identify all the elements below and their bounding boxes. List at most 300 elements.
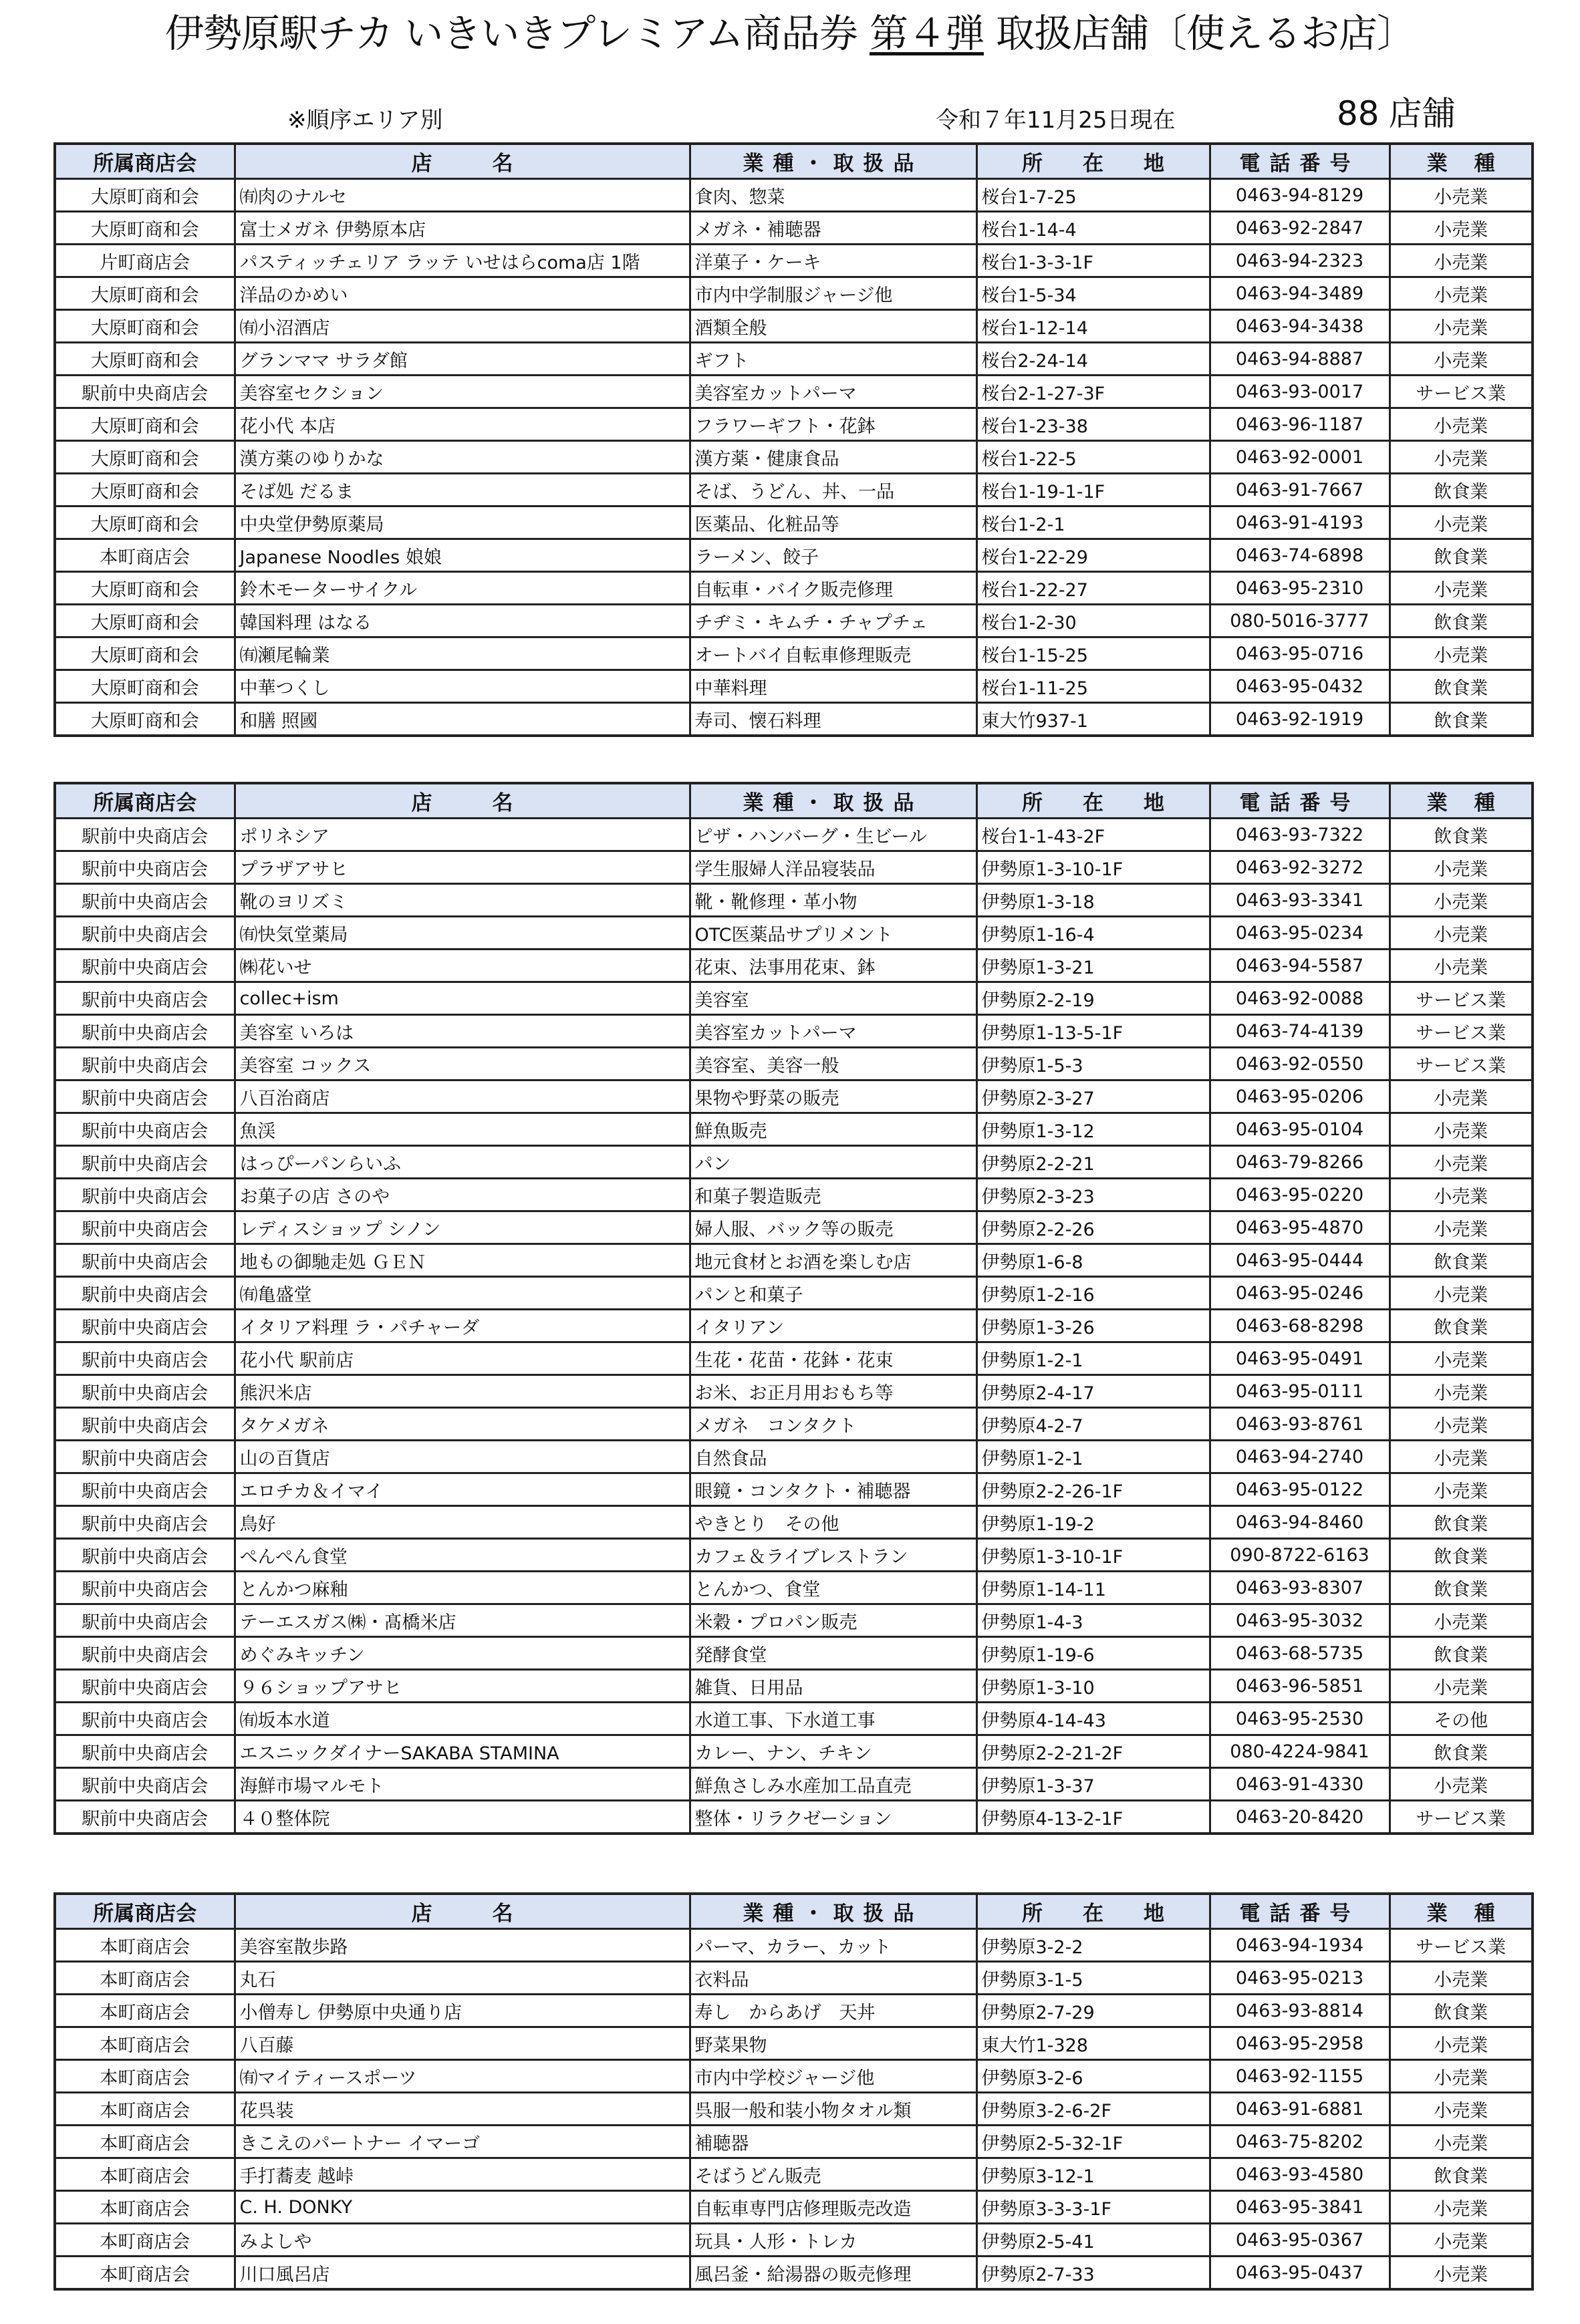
association-cell: 大原町商和会 <box>55 277 235 310</box>
industry-cell: 小売業 <box>1390 1408 1533 1441</box>
industry-cell: 小売業 <box>1390 2093 1533 2126</box>
association-cell: 駅前中央商店会 <box>55 1015 235 1048</box>
industry-cell: 飲食業 <box>1390 670 1533 703</box>
address-cell: 伊勢原1-4-3 <box>976 1604 1210 1637</box>
business-items-cell: 漢方薬・健康食品 <box>690 441 976 474</box>
phone-cell: 0463-92-2847 <box>1210 212 1390 245</box>
table-row <box>55 277 1533 310</box>
column-business-items-header: 業種・取扱品 <box>690 783 976 819</box>
shop-name-cell: とんかつ麻釉 <box>235 1572 690 1604</box>
business-items-cell: 市内中学校ジャージ他 <box>690 2060 976 2093</box>
table-row <box>55 1768 1533 1801</box>
industry-cell: 小売業 <box>1390 572 1533 605</box>
table-header-row <box>55 144 1533 179</box>
title-main: 伊勢原駅チカ いきいきプレミアム商品券 <box>165 11 858 56</box>
phone-cell: 0463-92-1919 <box>1210 703 1390 736</box>
shop-name-cell: 靴のヨリズミ <box>235 884 690 917</box>
address-cell: 伊勢原1-16-4 <box>976 917 1210 950</box>
association-cell: 駅前中央商店会 <box>55 1572 235 1604</box>
address-cell: 桜台1-2-30 <box>976 605 1210 637</box>
business-items-cell: パンと和菓子 <box>690 1277 976 1310</box>
association-cell: 駅前中央商店会 <box>55 1441 235 1473</box>
industry-cell: 小売業 <box>1390 1670 1533 1703</box>
business-items-cell: カフェ＆ライブレストラン <box>690 1539 976 1572</box>
business-items-cell: とんかつ、食堂 <box>690 1572 976 1604</box>
phone-cell: 0463-93-0017 <box>1210 376 1390 408</box>
association-cell: 大原町商和会 <box>55 605 235 637</box>
address-cell: 伊勢原1-19-6 <box>976 1637 1210 1670</box>
shop-name-cell: タケメガネ <box>235 1408 690 1441</box>
industry-cell: 小売業 <box>1390 441 1533 474</box>
phone-cell: 0463-95-0716 <box>1210 637 1390 670</box>
association-cell: 駅前中央商店会 <box>55 1277 235 1310</box>
association-cell: 大原町商和会 <box>55 441 235 474</box>
shop-name-cell: エスニックダイナーSAKABA STAMINA <box>235 1735 690 1768</box>
address-cell: 桜台1-1-43-2F <box>976 819 1210 851</box>
association-cell: 駅前中央商店会 <box>55 1703 235 1735</box>
association-cell: 大原町商和会 <box>55 637 235 670</box>
shop-name-cell: めぐみキッチン <box>235 1637 690 1670</box>
association-cell: 本町商店会 <box>55 1962 235 1995</box>
address-cell: 伊勢原2-3-23 <box>976 1179 1210 1211</box>
phone-cell: 0463-95-0437 <box>1210 2257 1390 2290</box>
industry-cell: 小売業 <box>1390 1211 1533 1244</box>
table-row <box>55 1473 1533 1506</box>
table-row <box>55 703 1533 736</box>
address-cell: 伊勢原2-4-17 <box>976 1375 1210 1408</box>
table-header-row <box>55 1894 1533 1929</box>
association-cell: 大原町商和会 <box>55 506 235 539</box>
business-items-cell: 雑貨、日用品 <box>690 1670 976 1703</box>
industry-cell: 飲食業 <box>1390 474 1533 506</box>
business-items-cell: 野菜果物 <box>690 2027 976 2060</box>
shop-name-cell: C. H. DONKY <box>235 2191 690 2224</box>
shop-table-2 <box>53 782 1534 1835</box>
industry-cell: 小売業 <box>1390 1113 1533 1146</box>
table-row <box>55 506 1533 539</box>
address-cell: 伊勢原1-3-12 <box>976 1113 1210 1146</box>
shop-name-cell: 花呉装 <box>235 2093 690 2126</box>
shop-table-3 <box>53 1892 1534 2291</box>
column-phone-header: 電話番号 <box>1210 144 1390 179</box>
address-cell: 伊勢原1-13-5-1F <box>976 1015 1210 1048</box>
phone-cell: 0463-93-7322 <box>1210 819 1390 851</box>
business-items-cell: 酒類全般 <box>690 310 976 343</box>
address-cell: 伊勢原1-5-3 <box>976 1048 1210 1080</box>
column-phone-header: 電話番号 <box>1210 1894 1390 1929</box>
phone-cell: 0463-93-4580 <box>1210 2158 1390 2191</box>
industry-cell: 小売業 <box>1390 1146 1533 1179</box>
business-items-cell: 衣料品 <box>690 1962 976 1995</box>
order-note: ※順序エリア別 <box>287 107 443 134</box>
shop-name-cell: 富士メガネ 伊勢原本店 <box>235 212 690 245</box>
shop-name-cell: 中央堂伊勢原薬局 <box>235 506 690 539</box>
phone-cell: 0463-68-8298 <box>1210 1310 1390 1342</box>
association-cell: 大原町商和会 <box>55 343 235 376</box>
industry-cell: 小売業 <box>1390 2191 1533 2224</box>
phone-cell: 0463-92-0088 <box>1210 982 1390 1015</box>
column-address-header: 所在地 <box>976 144 1210 179</box>
table-row <box>55 1080 1533 1113</box>
phone-cell: 0463-93-3341 <box>1210 884 1390 917</box>
table-row <box>55 376 1533 408</box>
industry-cell: 飲食業 <box>1390 1310 1533 1342</box>
table-row <box>55 1929 1533 1962</box>
association-cell: 片町商店会 <box>55 245 235 277</box>
table-row <box>55 408 1533 441</box>
business-items-cell: 自転車専門店修理販売改造 <box>690 2191 976 2224</box>
association-cell: 駅前中央商店会 <box>55 917 235 950</box>
industry-cell: 飲食業 <box>1390 1572 1533 1604</box>
address-cell: 伊勢原4-14-43 <box>976 1703 1210 1735</box>
shop-name-cell: 海鮮市場マルモト <box>235 1768 690 1801</box>
association-cell: 駅前中央商店会 <box>55 1801 235 1834</box>
association-cell: 駅前中央商店会 <box>55 1637 235 1670</box>
association-cell: 駅前中央商店会 <box>55 1211 235 1244</box>
business-items-cell: 美容室 <box>690 982 976 1015</box>
association-cell: 大原町商和会 <box>55 572 235 605</box>
table-row <box>55 2224 1533 2257</box>
industry-cell: 小売業 <box>1390 408 1533 441</box>
address-cell: 伊勢原1-2-16 <box>976 1277 1210 1310</box>
table-row <box>55 1670 1533 1703</box>
industry-cell: 小売業 <box>1390 884 1533 917</box>
column-address-header: 所在地 <box>976 1894 1210 1929</box>
phone-cell: 0463-95-0122 <box>1210 1473 1390 1506</box>
address-cell: 伊勢原3-3-3-1F <box>976 2191 1210 2224</box>
address-cell: 伊勢原3-2-6 <box>976 2060 1210 2093</box>
phone-cell: 090-8722-6163 <box>1210 1539 1390 1572</box>
business-items-cell: ピザ・ハンバーグ・生ビール <box>690 819 976 851</box>
address-cell: 桜台1-23-38 <box>976 408 1210 441</box>
industry-cell: 飲食業 <box>1390 1244 1533 1277</box>
industry-cell: 小売業 <box>1390 1080 1533 1113</box>
column-association-header: 所属商店会 <box>55 1894 235 1929</box>
shop-name-cell: 花小代 駅前店 <box>235 1342 690 1375</box>
industry-cell: サービス業 <box>1390 376 1533 408</box>
as-of-date: 令和７年11月25日現在 <box>936 107 1176 134</box>
table-row <box>55 1277 1533 1310</box>
address-cell: 桜台1-22-27 <box>976 572 1210 605</box>
association-cell: 大原町商和会 <box>55 408 235 441</box>
address-cell: 桜台1-19-1-1F <box>976 474 1210 506</box>
business-items-cell: 美容室カットパーマ <box>690 376 976 408</box>
industry-cell: 小売業 <box>1390 1604 1533 1637</box>
phone-cell: 0463-95-0206 <box>1210 1080 1390 1113</box>
table-row <box>55 1735 1533 1768</box>
table-row <box>55 1703 1533 1735</box>
shop-name-cell: 鳥好 <box>235 1506 690 1539</box>
shop-name-cell: 美容室セクション <box>235 376 690 408</box>
shop-name-cell: お菓子の店 さのや <box>235 1179 690 1211</box>
business-items-cell: 婦人服、バック等の販売 <box>690 1211 976 1244</box>
phone-cell: 0463-94-8460 <box>1210 1506 1390 1539</box>
address-cell: 伊勢原1-3-18 <box>976 884 1210 917</box>
industry-cell: サービス業 <box>1390 1048 1533 1080</box>
shop-name-cell: みよしや <box>235 2224 690 2257</box>
phone-cell: 0463-68-5735 <box>1210 1637 1390 1670</box>
business-items-cell: 靴・靴修理・革小物 <box>690 884 976 917</box>
address-cell: 東大竹937-1 <box>976 703 1210 736</box>
phone-cell: 0463-94-3438 <box>1210 310 1390 343</box>
industry-cell: 小売業 <box>1390 2224 1533 2257</box>
industry-cell: 飲食業 <box>1390 819 1533 851</box>
table-row <box>55 819 1533 851</box>
business-items-cell: オートバイ自転車修理販売 <box>690 637 976 670</box>
business-items-cell: そばうどん販売 <box>690 2158 976 2191</box>
industry-cell: 小売業 <box>1390 2060 1533 2093</box>
association-cell: 駅前中央商店会 <box>55 884 235 917</box>
column-industry-header: 業種 <box>1390 1894 1533 1929</box>
association-cell: 駅前中央商店会 <box>55 1768 235 1801</box>
industry-cell: 飲食業 <box>1390 1735 1533 1768</box>
phone-cell: 0463-92-0001 <box>1210 441 1390 474</box>
phone-cell: 0463-94-1934 <box>1210 1929 1390 1962</box>
address-cell: 伊勢原3-12-1 <box>976 2158 1210 2191</box>
association-cell: 大原町商和会 <box>55 703 235 736</box>
shop-name-cell: ㈲亀盛堂 <box>235 1277 690 1310</box>
address-cell: 桜台1-2-1 <box>976 506 1210 539</box>
address-cell: 桜台1-5-34 <box>976 277 1210 310</box>
shop-name-cell: プラザアサヒ <box>235 851 690 884</box>
association-cell: 大原町商和会 <box>55 670 235 703</box>
shop-name-cell: 魚渓 <box>235 1113 690 1146</box>
business-items-cell: 補聴器 <box>690 2126 976 2158</box>
phone-cell: 0463-75-8202 <box>1210 2126 1390 2158</box>
phone-cell: 0463-91-6881 <box>1210 2093 1390 2126</box>
phone-cell: 0463-20-8420 <box>1210 1801 1390 1834</box>
table-row <box>55 474 1533 506</box>
table-row <box>55 1375 1533 1408</box>
shop-name-cell: Japanese Noodles 娘娘 <box>235 539 690 572</box>
store-count-unit: 店舗 <box>1388 94 1456 133</box>
table-header-row <box>55 783 1533 819</box>
address-cell: 伊勢原2-2-19 <box>976 982 1210 1015</box>
shop-name-cell: 洋品のかめい <box>235 277 690 310</box>
industry-cell: 小売業 <box>1390 343 1533 376</box>
shop-name-cell: 川口風呂店 <box>235 2257 690 2290</box>
address-cell: 伊勢原1-6-8 <box>976 1244 1210 1277</box>
table-row <box>55 1015 1533 1048</box>
column-shop-name-header: 店名 <box>235 144 690 179</box>
association-cell: 駅前中央商店会 <box>55 851 235 884</box>
table-row <box>55 1801 1533 1834</box>
address-cell: 桜台1-11-25 <box>976 670 1210 703</box>
business-items-cell: 和菓子製造販売 <box>690 1179 976 1211</box>
business-items-cell: 花束、法事用花束、鉢 <box>690 950 976 982</box>
association-cell: 駅前中央商店会 <box>55 1506 235 1539</box>
industry-cell: 飲食業 <box>1390 2158 1533 2191</box>
table-row <box>55 2027 1533 2060</box>
address-cell: 伊勢原2-2-26-1F <box>976 1473 1210 1506</box>
business-items-cell: 生花・花苗・花鉢・花束 <box>690 1342 976 1375</box>
shop-name-cell: ㈱花いせ <box>235 950 690 982</box>
association-cell: 駅前中央商店会 <box>55 1735 235 1768</box>
shop-name-cell: 小僧寿し 伊勢原中央通り店 <box>235 1995 690 2027</box>
phone-cell: 0463-74-4139 <box>1210 1015 1390 1048</box>
shop-name-cell: はっぴーパンらいふ <box>235 1146 690 1179</box>
phone-cell: 0463-94-5587 <box>1210 950 1390 982</box>
industry-cell: 小売業 <box>1390 1375 1533 1408</box>
phone-cell: 0463-94-3489 <box>1210 277 1390 310</box>
business-items-cell: 美容室、美容一般 <box>690 1048 976 1080</box>
address-cell: 桜台1-14-4 <box>976 212 1210 245</box>
table-row <box>55 2191 1533 2224</box>
phone-cell: 0463-95-0432 <box>1210 670 1390 703</box>
phone-cell: 0463-94-2740 <box>1210 1441 1390 1473</box>
phone-cell: 0463-93-8307 <box>1210 1572 1390 1604</box>
industry-cell: 飲食業 <box>1390 1637 1533 1670</box>
address-cell: 伊勢原1-2-1 <box>976 1342 1210 1375</box>
association-cell: 駅前中央商店会 <box>55 1539 235 1572</box>
table-row <box>55 1113 1533 1146</box>
title-sub: 取扱店舗〔使えるお店〕 <box>995 11 1415 56</box>
business-items-cell: チヂミ・キムチ・チャプチェ <box>690 605 976 637</box>
association-cell: 駅前中央商店会 <box>55 1080 235 1113</box>
address-cell: 桜台2-24-14 <box>976 343 1210 376</box>
address-cell: 桜台1-15-25 <box>976 637 1210 670</box>
table-row <box>55 539 1533 572</box>
phone-cell: 0463-95-0111 <box>1210 1375 1390 1408</box>
column-business-items-header: 業種・取扱品 <box>690 1894 976 1929</box>
phone-cell: 0463-92-0550 <box>1210 1048 1390 1080</box>
shop-name-cell: 和膳 照國 <box>235 703 690 736</box>
address-cell: 伊勢原2-7-33 <box>976 2257 1210 2290</box>
shop-name-cell: 鈴木モーターサイクル <box>235 572 690 605</box>
business-items-cell: 呉服一般和装小物タオル類 <box>690 2093 976 2126</box>
shop-name-cell: 丸石 <box>235 1962 690 1995</box>
shop-name-cell: パスティッチェリア ラッテ いせはらcoma店 1階 <box>235 245 690 277</box>
table-row <box>55 2257 1533 2290</box>
table-row <box>55 950 1533 982</box>
address-cell: 伊勢原2-2-21-2F <box>976 1735 1210 1768</box>
address-cell: 伊勢原2-5-41 <box>976 2224 1210 2257</box>
association-cell: 駅前中央商店会 <box>55 1244 235 1277</box>
industry-cell: 小売業 <box>1390 179 1533 212</box>
phone-cell: 080-4224-9841 <box>1210 1735 1390 1768</box>
column-shop-name-header: 店名 <box>235 1894 690 1929</box>
phone-cell: 0463-95-2958 <box>1210 2027 1390 2060</box>
association-cell: 駅前中央商店会 <box>55 982 235 1015</box>
shop-name-cell: ４０整体院 <box>235 1801 690 1834</box>
shop-name-cell: グランママ サラダ館 <box>235 343 690 376</box>
phone-cell: 0463-96-1187 <box>1210 408 1390 441</box>
shop-name-cell: エロチカ＆イマイ <box>235 1473 690 1506</box>
table-row <box>55 179 1533 212</box>
address-cell: 伊勢原1-3-10-1F <box>976 1539 1210 1572</box>
industry-cell: 小売業 <box>1390 1179 1533 1211</box>
industry-cell: 小売業 <box>1390 851 1533 884</box>
shop-name-cell: 手打蕎麦 越峠 <box>235 2158 690 2191</box>
shop-name-cell: ㈲肉のナルセ <box>235 179 690 212</box>
table-row <box>55 1637 1533 1670</box>
table-row <box>55 1310 1533 1342</box>
business-items-cell: ラーメン、餃子 <box>690 539 976 572</box>
address-cell: 伊勢原3-1-5 <box>976 1962 1210 1995</box>
association-cell: 駅前中央商店会 <box>55 1179 235 1211</box>
address-cell: 伊勢原3-2-2 <box>976 1929 1210 1962</box>
table-row <box>55 1342 1533 1375</box>
address-cell: 桜台1-3-3-1F <box>976 245 1210 277</box>
table-row <box>55 2093 1533 2126</box>
association-cell: 駅前中央商店会 <box>55 819 235 851</box>
shop-name-cell: 漢方薬のゆりかな <box>235 441 690 474</box>
business-items-cell: そば、うどん、丼、一品 <box>690 474 976 506</box>
column-association-header: 所属商店会 <box>55 144 235 179</box>
industry-cell: 小売業 <box>1390 637 1533 670</box>
table-row <box>55 1604 1533 1637</box>
shop-name-cell: 美容室 いろは <box>235 1015 690 1048</box>
association-cell: 本町商店会 <box>55 2093 235 2126</box>
phone-cell: 0463-93-8814 <box>1210 1995 1390 2027</box>
table-row <box>55 605 1533 637</box>
table-row <box>55 1179 1533 1211</box>
address-cell: 桜台1-22-29 <box>976 539 1210 572</box>
table-row <box>55 851 1533 884</box>
business-items-cell: イタリアン <box>690 1310 976 1342</box>
address-cell: 伊勢原1-3-10-1F <box>976 851 1210 884</box>
address-cell: 伊勢原2-2-21 <box>976 1146 1210 1179</box>
address-cell: 伊勢原2-5-32-1F <box>976 2126 1210 2158</box>
business-items-cell: 寿し からあげ 天丼 <box>690 1995 976 2027</box>
title-edition: 第４弾 <box>869 11 984 56</box>
industry-cell: 小売業 <box>1390 1962 1533 1995</box>
shop-name-cell: テーエスガス㈱・髙橋米店 <box>235 1604 690 1637</box>
industry-cell: 飲食業 <box>1390 605 1533 637</box>
shop-name-cell: ㈲坂本水道 <box>235 1703 690 1735</box>
address-cell: 伊勢原1-3-37 <box>976 1768 1210 1801</box>
business-items-cell: 整体・リラクゼーション <box>690 1801 976 1834</box>
shop-name-cell: 八百治商店 <box>235 1080 690 1113</box>
shop-name-cell: ポリネシア <box>235 819 690 851</box>
phone-cell: 0463-95-0246 <box>1210 1277 1390 1310</box>
column-association-header: 所属商店会 <box>55 783 235 819</box>
association-cell: 駅前中央商店会 <box>55 1146 235 1179</box>
shop-name-cell: イタリア料理 ラ・パチャーダ <box>235 1310 690 1342</box>
table-row <box>55 441 1533 474</box>
association-cell: 本町商店会 <box>55 2027 235 2060</box>
business-items-cell: フラワーギフト・花鉢 <box>690 408 976 441</box>
business-items-cell: 発酵食堂 <box>690 1637 976 1670</box>
phone-cell: 0463-94-8129 <box>1210 179 1390 212</box>
shop-name-cell: そば処 だるま <box>235 474 690 506</box>
industry-cell: 小売業 <box>1390 506 1533 539</box>
shop-name-cell: ぺんぺん食堂 <box>235 1539 690 1572</box>
phone-cell: 0463-92-1155 <box>1210 2060 1390 2093</box>
industry-cell: 小売業 <box>1390 2257 1533 2290</box>
shop-name-cell: 山の百貨店 <box>235 1441 690 1473</box>
association-cell: 駅前中央商店会 <box>55 1310 235 1342</box>
table-row <box>55 1146 1533 1179</box>
shop-name-cell: ㈲瀬尾輪業 <box>235 637 690 670</box>
phone-cell: 0463-95-2530 <box>1210 1703 1390 1735</box>
phone-cell: 0463-79-8266 <box>1210 1146 1390 1179</box>
industry-cell: 小売業 <box>1390 1473 1533 1506</box>
association-cell: 本町商店会 <box>55 2257 235 2290</box>
association-cell: 大原町商和会 <box>55 212 235 245</box>
table-row <box>55 1506 1533 1539</box>
association-cell: 駅前中央商店会 <box>55 1604 235 1637</box>
association-cell: 本町商店会 <box>55 1929 235 1962</box>
phone-cell: 0463-95-3841 <box>1210 2191 1390 2224</box>
shop-name-cell: 中華つくし <box>235 670 690 703</box>
table-row <box>55 2060 1533 2093</box>
column-business-items-header: 業種・取扱品 <box>690 144 976 179</box>
phone-cell: 0463-91-4193 <box>1210 506 1390 539</box>
table-row <box>55 1995 1533 2027</box>
business-items-cell: 果物や野菜の販売 <box>690 1080 976 1113</box>
shop-name-cell: 地もの御馳走処 ＧＥＮ <box>235 1244 690 1277</box>
